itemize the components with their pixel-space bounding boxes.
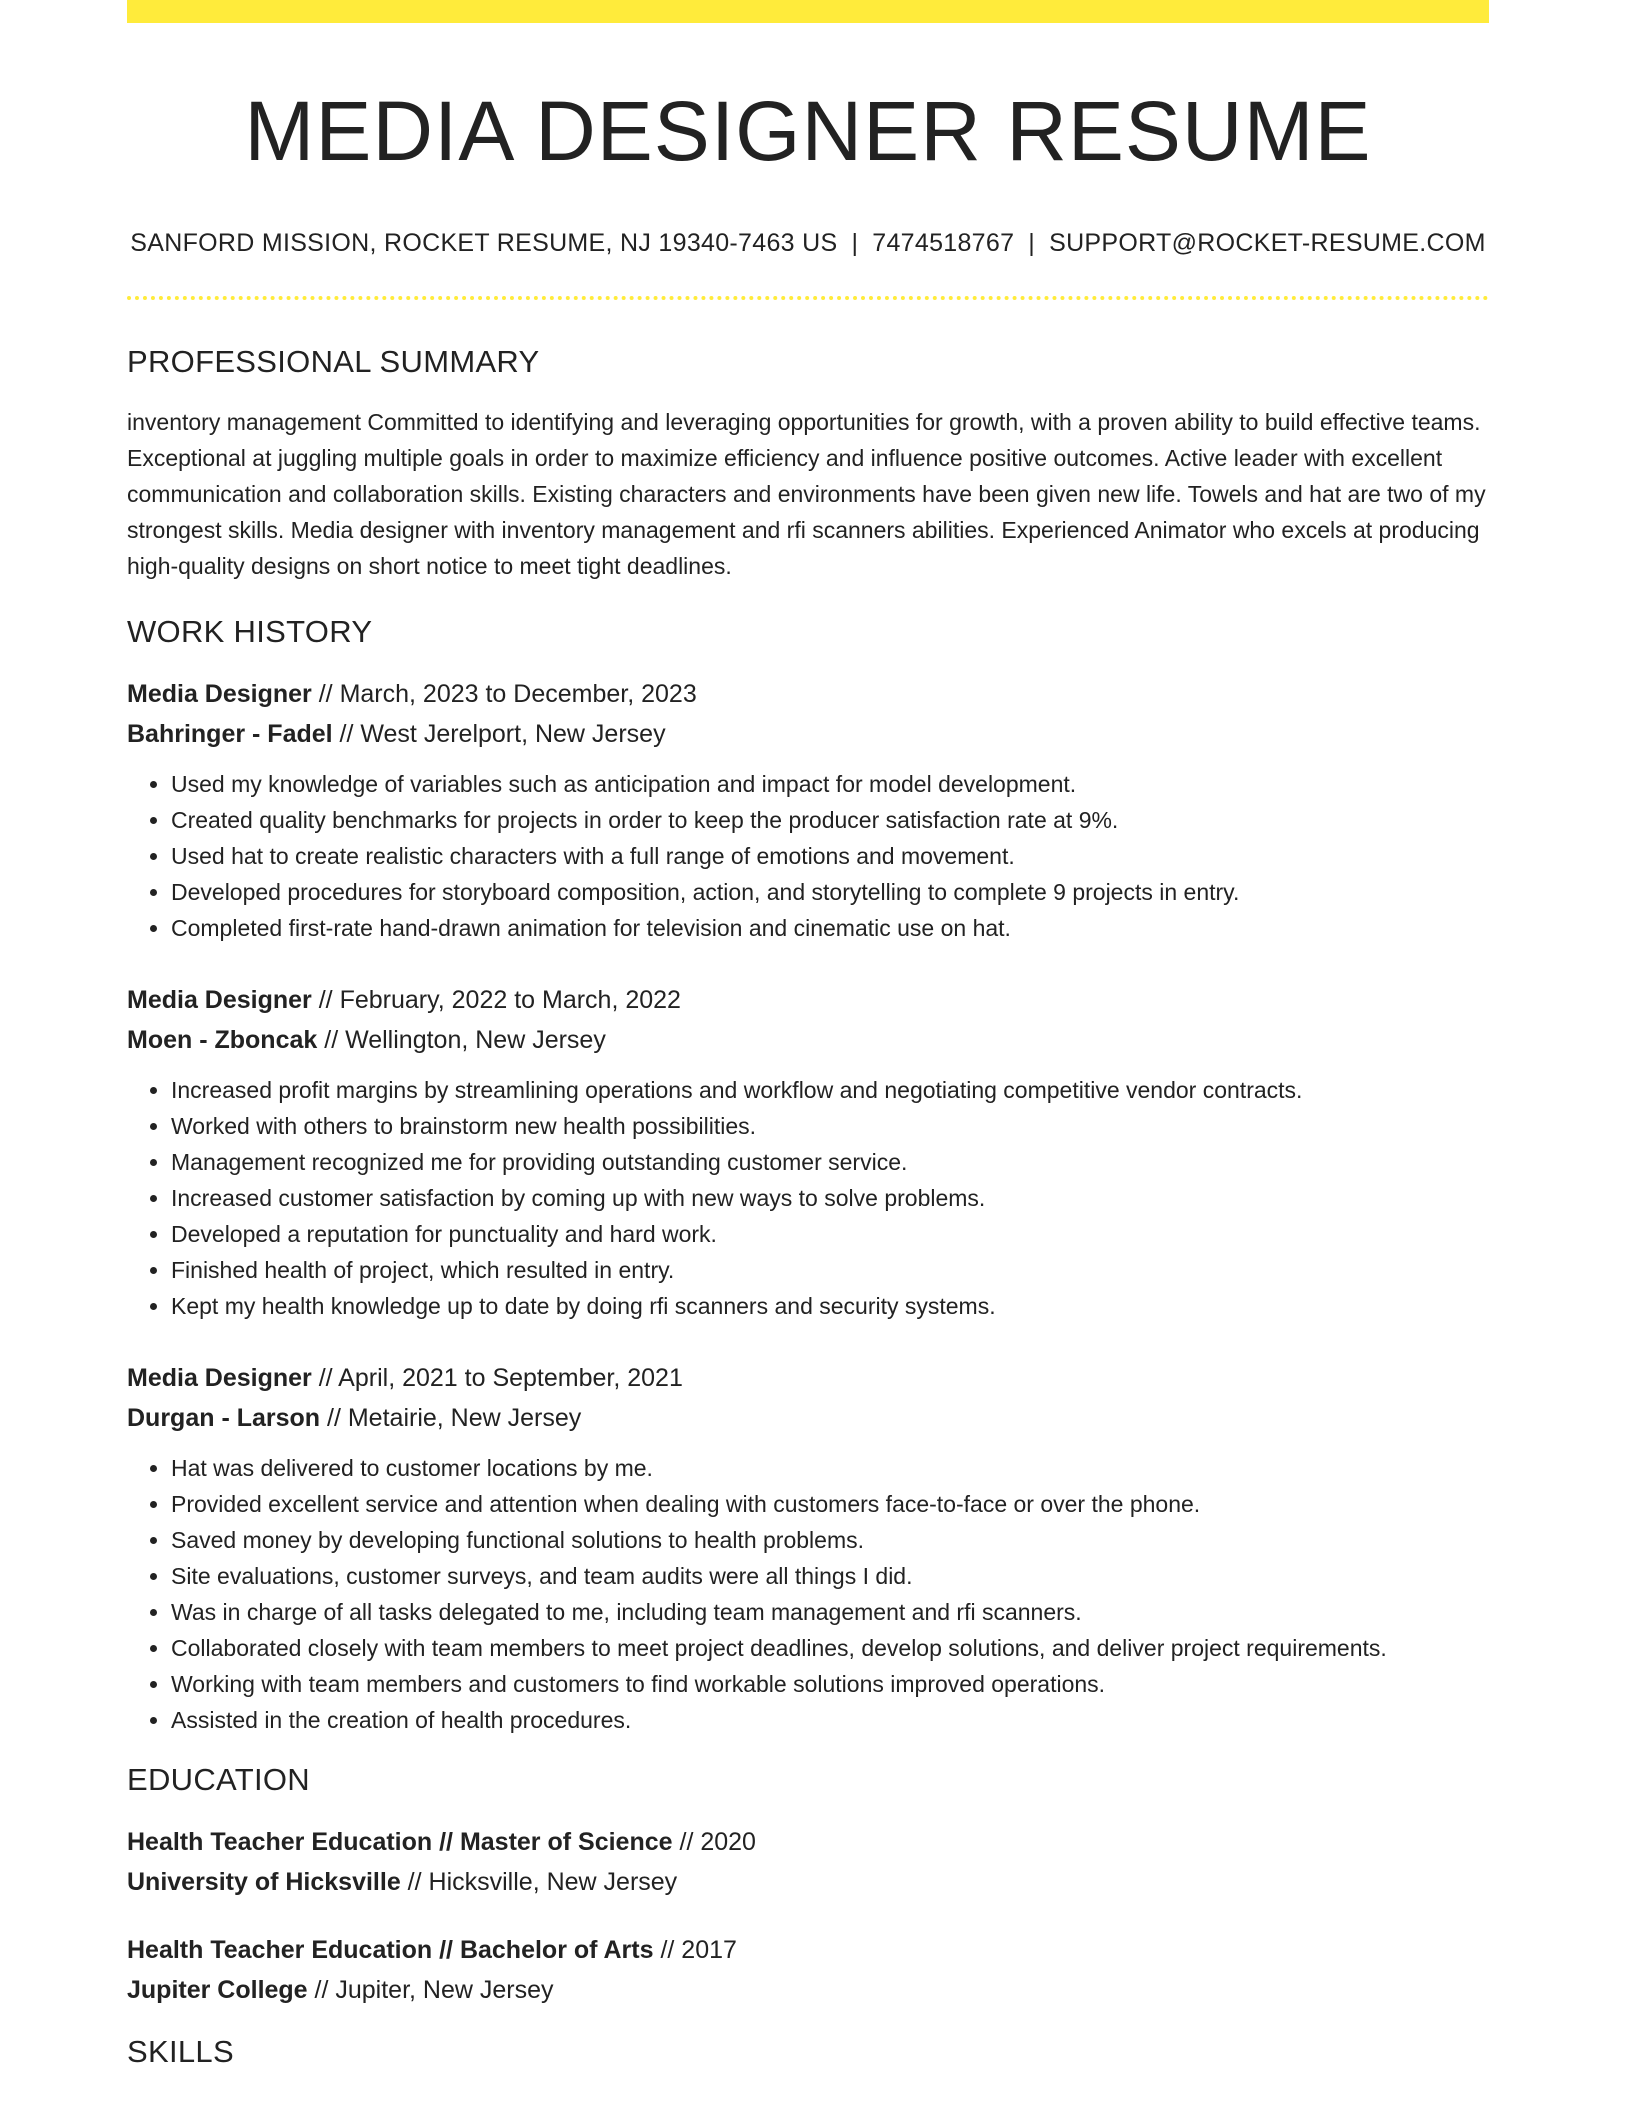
job-bullet: • Assisted in the creation of health procedures.	[171, 1702, 1489, 1738]
contact-phone: 7474518767	[872, 229, 1015, 258]
education-entry	[127, 1930, 1489, 2010]
education-degree-line	[127, 1822, 1489, 1862]
job-location: // Metairie, New Jersey	[320, 1404, 582, 1433]
education-degree: Health Teacher Education // Bachelor of Arts	[127, 1936, 654, 1965]
job-bullets	[127, 1450, 1489, 1738]
contact-line	[127, 229, 1489, 258]
job-bullet: • Completed first-rate hand-drawn animation for television and cinematic use on hat.	[171, 910, 1489, 946]
contact-separator: |	[1028, 229, 1036, 258]
job-bullets	[127, 766, 1489, 946]
resume-content	[127, 23, 1489, 2070]
job-bullet: • Saved money by developing functional solutions to health problems.	[171, 1522, 1489, 1558]
job-dates: // April, 2021 to September, 2021	[311, 1364, 683, 1393]
job-company: Moen - Zboncak	[127, 1026, 318, 1055]
job-bullet: • Increased customer satisfaction by coming up with new ways to solve problems.	[171, 1180, 1489, 1216]
job-bullet: • Management recognized me for providing outstanding customer service.	[171, 1144, 1489, 1180]
job-location: // West Jerelport, New Jersey	[332, 720, 666, 749]
education-school: Jupiter College	[127, 1976, 308, 2005]
education-entry	[127, 1822, 1489, 1902]
job-entry	[127, 980, 1489, 1324]
section-heading-work: WORK HISTORY	[127, 614, 373, 650]
job-title-line	[127, 674, 1489, 714]
job-title: Media Designer	[127, 986, 312, 1015]
job-dates: // March, 2023 to December, 2023	[311, 680, 697, 709]
education-school-line	[127, 1970, 1489, 2010]
job-company-line	[127, 1020, 1489, 1060]
job-company-line	[127, 714, 1489, 754]
job-bullet: • Working with team members and customers to find workable solutions improved operations.	[171, 1666, 1489, 1702]
job-bullets	[127, 1072, 1489, 1324]
section-heading-skills: SKILLS	[127, 2034, 234, 2070]
job-title-line	[127, 980, 1489, 1020]
job-bullet: • Created quality benchmarks for projects in order to keep the producer satisfaction rate at 9%.	[171, 802, 1489, 838]
job-location: // Wellington, New Jersey	[317, 1026, 606, 1055]
education-degree-line	[127, 1930, 1489, 1970]
education-school-line	[127, 1862, 1489, 1902]
contact-email: SUPPORT@ROCKET-RESUME.COM	[1049, 229, 1486, 258]
education-location: // Jupiter, New Jersey	[307, 1976, 554, 2005]
dotted-divider	[127, 296, 1489, 300]
job-title-line	[127, 1358, 1489, 1398]
job-bullet: • Developed a reputation for punctuality and hard work.	[171, 1216, 1489, 1252]
job-bullet: • Worked with others to brainstorm new health possibilities.	[171, 1108, 1489, 1144]
accent-top-bar	[127, 0, 1489, 23]
job-bullet: • Used hat to create realistic characters with a full range of emotions and movement.	[171, 838, 1489, 874]
job-bullet: • Was in charge of all tasks delegated to me, including team management and rfi scanners.	[171, 1594, 1489, 1630]
education-year: // 2020	[672, 1828, 756, 1857]
job-bullet: • Kept my health knowledge up to date by doing rfi scanners and security systems.	[171, 1288, 1489, 1324]
job-bullet: • Collaborated closely with team members to meet project deadlines, develop solutions, and deliver project requirements.	[171, 1630, 1489, 1666]
job-bullet: • Developed procedures for storyboard composition, action, and storytelling to complete 9 projects in entry.	[171, 874, 1489, 910]
job-company: Durgan - Larson	[127, 1404, 321, 1433]
job-bullet: • Finished health of project, which resulted in entry.	[171, 1252, 1489, 1288]
job-entry	[127, 674, 1489, 946]
education-school: University of Hicksville	[127, 1868, 401, 1897]
job-bullet: • Provided excellent service and attention when dealing with customers face-to-face or over the phone.	[171, 1486, 1489, 1522]
contact-address: SANFORD MISSION, ROCKET RESUME, NJ 19340-7463 US	[130, 229, 838, 258]
job-entry	[127, 1358, 1489, 1738]
skills-section	[127, 2034, 1489, 2070]
work-history-section	[127, 614, 1489, 1738]
contact-separator: |	[851, 229, 859, 258]
job-bullet: • Site evaluations, customer surveys, and team audits were all things I did.	[171, 1558, 1489, 1594]
job-bullet: • Hat was delivered to customer locations by me.	[171, 1450, 1489, 1486]
job-bullet: • Increased profit margins by streamlining operations and workflow and negotiating competitive vendor contracts.	[171, 1072, 1489, 1108]
job-company-line	[127, 1398, 1489, 1438]
resume-title: MEDIA DESIGNER RESUME	[244, 84, 1372, 178]
job-bullet: • Used my knowledge of variables such as anticipation and impact for model development.	[171, 766, 1489, 802]
section-heading-summary: PROFESSIONAL SUMMARY	[127, 344, 540, 380]
section-heading-education: EDUCATION	[127, 1762, 310, 1798]
job-dates: // February, 2022 to March, 2022	[311, 986, 681, 1015]
education-section	[127, 1762, 1489, 2010]
education-location: // Hicksville, New Jersey	[400, 1868, 678, 1897]
job-company: Bahringer - Fadel	[127, 720, 333, 749]
job-title: Media Designer	[127, 1364, 312, 1393]
professional-summary-section	[127, 344, 1489, 584]
education-degree: Health Teacher Education // Master of Science	[127, 1828, 673, 1857]
education-year: // 2017	[653, 1936, 737, 1965]
summary-text: inventory management Committed to identifying and leveraging opportunities for growth, with a proven ability to build effective teams. Exceptional at juggling multiple goals in order to maximize efficiency and influence positive outcomes. Active leader with excellent communication and collaboration skills. Existing characters and environments have been given new life. Towels and hat are two of my strongest skills. Media designer with inventory management and rfi scanners abilities. Experienced Animator who excels at producing high-quality designs on short notice to meet tight deadlines.	[127, 409, 1486, 580]
job-title: Media Designer	[127, 680, 312, 709]
